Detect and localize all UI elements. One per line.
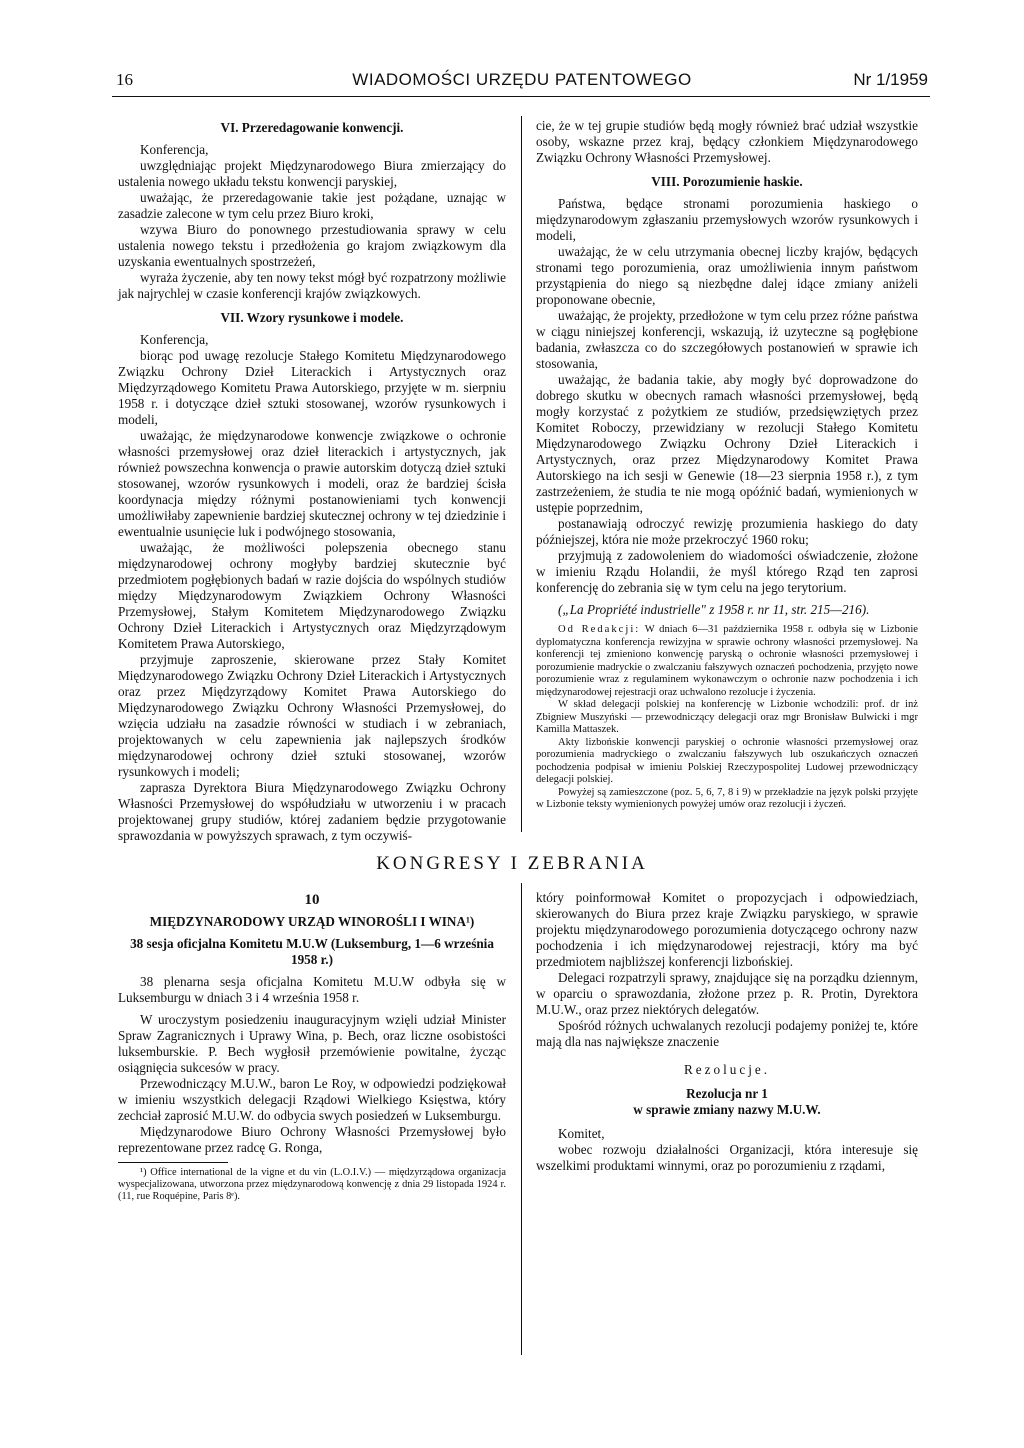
paragraph: wobec rozwoju działalności Organizacji, która interesuje się wszelkimi produktami winnymi, oraz po porozumieniu z rządami, xyxy=(536,1142,918,1173)
paragraph: wyraża życzenie, aby ten nowy tekst mógł być rozpatrzony możliwie jak najrychlej w czasie konferencji krajów związkowych. xyxy=(118,270,506,301)
item-number: 10 xyxy=(304,892,320,908)
paragraph: Międzynarodowe Biuro Ochrony Własności Przemysłowej było reprezentowane przez radcę G. Ronga, xyxy=(118,1124,506,1155)
header-rule xyxy=(112,96,930,97)
paragraph: Konferencja, xyxy=(140,332,209,347)
paragraph: Delegaci rozpatrzyli sprawy, znajdujące się na porządku dziennym, w oparciu o sprawozdania, złożone przez p. R. Protin, Dyrektora M.U.W., oraz przez niektórych delegatów. xyxy=(536,970,918,1017)
footnote-rule xyxy=(118,1162,228,1163)
section-title: KONGRESY I ZEBRANIA xyxy=(376,853,648,874)
organization-title: MIĘDZYNARODOWY URZĄD WINOROŚLI I WINA¹) xyxy=(149,914,475,929)
left-column-bottom xyxy=(118,890,506,1203)
editorial-note-text: Akty lizbońskie konwencji paryskiej o ochronie własności przemysłowej oraz porozumienia madryckiego o zwalczaniu fałszywych lub oszukańczych oznaczeń pochodzenia podpisał w imieniu Polskiej Rzeczypospolitej Ludowej przewodniczący delegacji polskiej. xyxy=(536,736,918,785)
paragraph: Komitet, xyxy=(558,1126,605,1141)
editorial-note-text: W dniach 6—31 października 1958 r. odbyła się w Lizbonie dyplomatyczna konferencja rewizyjna w sprawie ochrony własności przemysłowej. Na konferencji tej zmieniono konwencję paryską o ochronie własności przemysłowej i porozumienie madryckie o zwalczaniu fałszywych oznaczeń pochodzenia, przyjęto nowe porozumienie wraz z regulaminem wykonawczym o ochronie nazw pochodzenia i ich międzynarodowej rejestracji oraz uchwalono rezolucje i życzenia. xyxy=(536,624,918,698)
paragraph: biorąc pod uwagę rezolucje Stałego Komitetu Międzynarodowego Związku Ochrony Dzieł Literackich i Artystycznych oraz Międzyrządowego Komitetu Prawa Autorskiego, przyjęte w m. sierpniu 1958 r. i dotyczące dzieł sztuki stosowanej, wzorów rysunkowych i modeli, xyxy=(118,348,506,427)
section-heading-vi: VI. Przeredagowanie konwencji. xyxy=(220,120,404,135)
resolution-subject: w sprawie zmiany nazwy M.U.W. xyxy=(633,1102,821,1117)
column-divider xyxy=(521,883,522,1355)
paragraph: cie, że w tej grupie studiów będą mogły również brać udział wszystkie osoby, wskazne przez kraj, będący członkiem Międzynarodowego Związku Ochrony Własności Przemysłowej. xyxy=(536,118,918,165)
paragraph: który poinformował Komitet o propozycjach i odpowiedziach, skierowanych do Biura przez kraje Związku paryskiego, w sprawie projektu międzynarodowego porozumienia dotyczącego ochrony nazw pochodzenia i ich międzynarodowej rejestracji, który ma być przedmiotem najbliższej konferencji lizbońskiej. xyxy=(536,890,918,969)
source-citation: („La Propriété industrielle" z 1958 r. nr 11, str. 215—216). xyxy=(558,602,870,617)
paragraph: zaprasza Dyrektora Biura Międzynarodowego Związku Ochrony Własności Przemysłowej do współudziału w utworzeniu i w pracach projektowanej grupy studiów, której zadaniem będzie przygotowanie sprawozdania w powyższych sprawach, z tym oczywiś- xyxy=(118,780,506,843)
editorial-note-text: Powyżej są zamieszczone (poz. 5, 6, 7, 8 i 9) w przekładzie na język polski przyjęte w Lizbonie teksty wymienionych powyżej umów oraz rezolucji i życzeń. xyxy=(536,786,918,810)
paragraph: uważając, że przeredagowanie takie jest pożądane, uznając w zasadzie zalecone w tym celu przez Biuro kroki, xyxy=(118,190,506,221)
paragraph: przyjmują z zadowoleniem do wiadomości oświadczenie, złożone w imieniu Rządu Holandii, że myśl którego Rząd ten zaprosi konferencję do zebrania się w tym celu na jego terytorium. xyxy=(536,548,918,595)
page-number: 16 xyxy=(116,70,133,89)
resolution-number: Rezolucja nr 1 xyxy=(686,1086,768,1101)
editorial-note-text: W skład delegacji polskiej na konferencję w Lizbonie wchodzili: prof. dr inż Zbigniew Muszyński — przewodniczący delegacji oraz mgr Bronisław Bulwicki i mgr Kamilla Mattaszek. xyxy=(536,699,918,735)
editorial-note-label: Od Redakcji: xyxy=(558,624,641,635)
footnote: ¹) Office international de la vigne et du vin (L.O.I.V.) — międzyrządowa organizacja wyspecjalizowana, utworzona przez międzynarodową konwencję z dnia 29 listopada 1924 r. (11, rue Roquépine, Paris 8ᵉ). xyxy=(118,1167,506,1202)
page-header xyxy=(116,70,928,96)
paragraph: uwzględniając projekt Międzynarodowego Biura zmierzający do ustalenia nowego układu tekstu konwencji paryskiej, xyxy=(118,158,506,189)
section-heading-vii: VII. Wzory rysunkowe i modele. xyxy=(220,310,404,325)
paragraph: Przewodniczący M.U.W., baron Le Roy, w odpowiedzi podziękował w imieniu wszystkich delegacji Rządowi Wielkiego Księstwa, który zechciał zaprosić M.U.W. do odbycia swych posiedzeń w Luksemburgu. xyxy=(118,1076,506,1123)
column-divider xyxy=(521,116,522,832)
paragraph: Państwa, będące stronami porozumienia haskiego o międzynarodowym zgłaszaniu przemysłowych wzorów rysunkowych i modeli, xyxy=(536,196,918,243)
paragraph: 38 plenarna sesja oficjalna Komitetu M.U.W odbyła się w Luksemburgu w dniach 3 i 4 września 1958 r. xyxy=(118,974,506,1005)
journal-title: WIADOMOŚCI URZĘDU PATENTOWEGO xyxy=(352,70,692,89)
editorial-note xyxy=(536,624,918,812)
paragraph: przyjmuje zaproszenie, skierowane przez Stały Komitet Międzynarodowego Związku Ochrony Dzieł Literackich i Artystycznych oraz przez Międzyrządowy Komitet Prawa Autorskiego do Międzynarodowego Związku Ochrony Własności Przemysłowej, do wzięcia udziału na zasadzie równości w studiach i w zebraniach, projektowanych w celu zapewnienia jak najlepszych środków międzynarodowej ochrony dzieł sztuki stosowanej, wzorów rysunkowych i modeli; xyxy=(118,652,506,779)
paragraph: W uroczystym posiedzeniu inauguracyjnym wzięli udział Minister Spraw Zagranicznych i Uprawy Wina, p. Bech, oraz liczne osobistości luksemburskie. P. Bech wygłosił przemówienie powitalne, życząc osiągnięcia sukcesów w pracy. xyxy=(118,1012,506,1075)
paragraph: uważając, że w celu utrzymania obecnej liczby krajów, będących stronami tego porozumienia, oraz umożliwienia innym państwom przystąpienia do niego są niezbędne dalej idące zmiany aniżeli proponowane obecnie, xyxy=(536,244,918,307)
paragraph: Konferencja, xyxy=(140,142,209,157)
issue-number: Nr 1/1959 xyxy=(853,70,928,89)
paragraph: uważając, że badania takie, aby mogły być doprowadzone do dobrego skutku w obecnych ramach własności przemysłowej, będą mogły korzystać z pożytkiem ze studiów, przedsięwziętych przez Komitet Roboczy, przewidziany w rezolucji Stałego Komitetu Międzynarodowego Związku Ochrony Dzieł Literackich i Artystycznych, oraz przez Międzynarodowy Komitet Prawa Autorskiego na ich sesji w Genewie (18—23 sierpnia 1958 r.), z tym zastrzeżeniem, że studia te nie mogą opóźnić badań, wymienionych w ustępie poprzednim, xyxy=(536,372,918,515)
paragraph: postanawiają odroczyć rewizję prozumienia haskiego do daty późniejszej, która nie może przekroczyć 1960 roku; xyxy=(536,516,918,547)
right-column-bottom xyxy=(536,890,918,1174)
section-heading-viii: VIII. Porozumienie haskie. xyxy=(651,174,803,189)
left-column-top xyxy=(118,118,506,844)
paragraph: uważając, że projekty, przedłożone w tym celu przez różne państwa w ciągu niniejszej konferencji, wskazują, iż uzyteczne są pogłębione badania, zwłaszcza co do szczegółowych postanowień w sprawie ich stosowania, xyxy=(536,308,918,371)
paragraph: wzywa Biuro do ponownego przestudiowania sprawy w celu ustalenia nowego tekstu i przedłożenia go krajom związkowym dla uzyskania ewentualnych spostrzeżeń, xyxy=(118,222,506,269)
resolutions-heading: Rezolucje. xyxy=(683,1062,771,1077)
paragraph: uważając, że międzynarodowe konwencje związkowe o ochronie własności przemysłowej oraz dzieł literackich i artystycznych, jak również powszechna konwencja o prawie autorskim dotyczą dzieł sztuki stosowanej, wzorów rysunkowych i modeli, oraz że bardziej ścisła koordynacja między różnymi postanowieniami tych konwencji umożliwiłaby zapewnienie bardziej skutecznej ochrony w tej dziedzinie i ewentualnie usunięcie luk i podwójnego stosowania, xyxy=(118,428,506,539)
paragraph: Spośród różnych uchwalanych rezolucji podajemy poniżej te, które mają dla nas największe znaczenie xyxy=(536,1018,918,1049)
right-column-top xyxy=(536,118,918,812)
paragraph: uważając, że możliwości polepszenia obecnego stanu międzynarodowej ochrony mogłyby bardziej skutecznie być przedmiotem pogłębionych badań w razie dojścia do wspólnych studiów między Międzynarodowym Związkiem Ochrony Własności Przemysłowej, Stałym Komitetem Międzynarodowego Związku Ochrony Dzieł Literackich i Artystycznych oraz Międzyrządowym Komitetem Prawa Autorskiego, xyxy=(118,540,506,651)
session-title: 38 sesja oficjalna Komitetu M.U.W (Luksemburg, 1—6 września 1958 r.) xyxy=(130,936,494,967)
